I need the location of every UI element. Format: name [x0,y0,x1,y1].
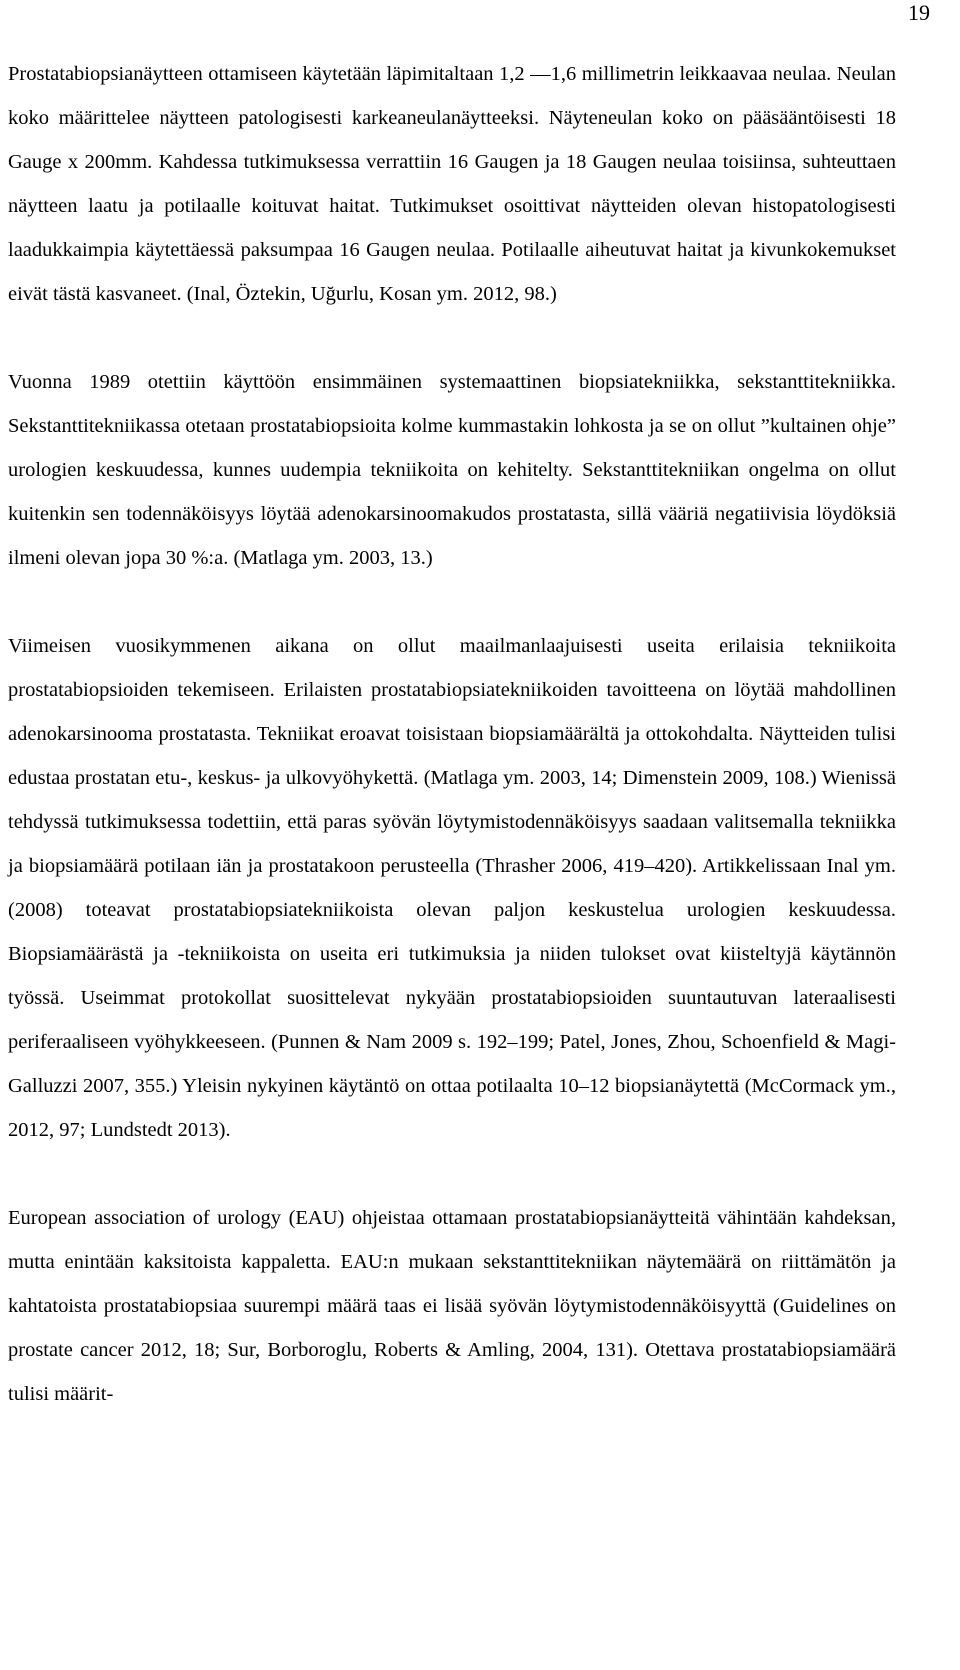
paragraph-needle-size: Prostatabiopsianäytteen ottamiseen käytetään läpimitaltaan 1,2 —1,6 millimetrin leikkaavaa neulaa. Neulan koko määrittelee näytteen patologisesti karkeaneulanäytteeksi. Näyteneulan koko on pääsääntöisesti 18 Gauge x 200mm. Kahdessa tutkimuksessa verrattiin 16 Gaugen ja 18 Gaugen neulaa toisiinsa, suhteuttaen näytteen laatu ja potilaalle koituvat haitat. Tutkimukset osoittivat näytteiden olevan histopatologisesti laadukkaimpia käytettäessä paksumpaa 16 Gaugen neulaa. Potilaalle aiheutuvat haitat ja kivunkokemukset eivät tästä kasvaneet. (Inal, Öztekin, Uğurlu, Kosan ym. 2012, 98.) [8,63,896,305]
document-body [8,52,896,1416]
paragraph-biopsy-techniques: Viimeisen vuosikymmenen aikana on ollut maailmanlaajuisesti useita erilaisia tekniikoita prostatabiopsioiden tekemiseen. Erilaisten prostatabiopsiatekniikoiden tavoitteena on löytää mahdollinen adenokarsinooma prostatasta. Tekniikat eroavat toisistaan biopsiamäärältä ja ottokohdalta. Näytteiden tulisi edustaa prostatan etu-, keskus- ja ulkovyöhykettä. (Matlaga ym. 2003, 14; Dimenstein 2009, 108.) Wienissä tehdyssä tutkimuksessa todettiin, että paras syövän löytymistodennäköisyys saadaan valitsemalla tekniikka ja biopsiamäärä potilaan iän ja prostatakoon perusteella (Thrasher 2006, 419–420). Artikkelissaan Inal ym. (2008) toteavat prostatabiopsiatekniikoista olevan paljon keskustelua urologien keskuudessa. Biopsiamäärästä ja -tekniikoista on useita eri tutkimuksia ja niiden tulokset ovat kiisteltyjä käytännön työssä. Useimmat protokollat suosittelevat nykyään prostatabiopsioiden suuntautuvan lateraalisesti periferaaliseen vyöhykkeeseen. (Punnen & Nam 2009 s. 192–199; Patel, Jones, Zhou, Schoenfield & Magi-Galluzzi 2007, 355.) Yleisin nykyinen käytäntö on ottaa potilaalta 10–12 biopsianäytettä (McCormack ym., 2012, 97; Lundstedt 2013). [8,635,896,1141]
paragraph-eau-guidelines: European association of urology (EAU) ohjeistaa ottamaan prostatabiopsianäytteitä vähintään kahdeksan, mutta enintään kaksitoista kappaletta. EAU:n mukaan sekstanttitekniikan näytemäärä on riittämätön ja kahtatoista prostatabiopsiaa suurempi määrä taas ei lisää syövän löytymistodennäköisyyttä (Guidelines on prostate cancer 2012, 18; Sur, Borboroglu, Roberts & Amling, 2004, 131). Otettava prostatabiopsiamäärä tulisi määrit- [8,1207,896,1405]
page-number: 19 [908,0,930,25]
paragraph-sextant-technique: Vuonna 1989 otettiin käyttöön ensimmäinen systemaattinen biopsiatekniikka, sekstanttitekniikka. Sekstanttitekniikassa otetaan prostatabiopsioita kolme kummastakin lohkosta ja se on ollut ”kultainen ohje” urologien keskuudessa, kunnes uudempia tekniikoita on kehitelty. Sekstanttitekniikan ongelma on ollut kuitenkin sen todennäköisyys löytää adenokarsinoomakudos prostatasta, sillä vääriä negatiivisia löydöksiä ilmeni olevan jopa 30 %:a. (Matlaga ym. 2003, 13.) [8,371,896,569]
